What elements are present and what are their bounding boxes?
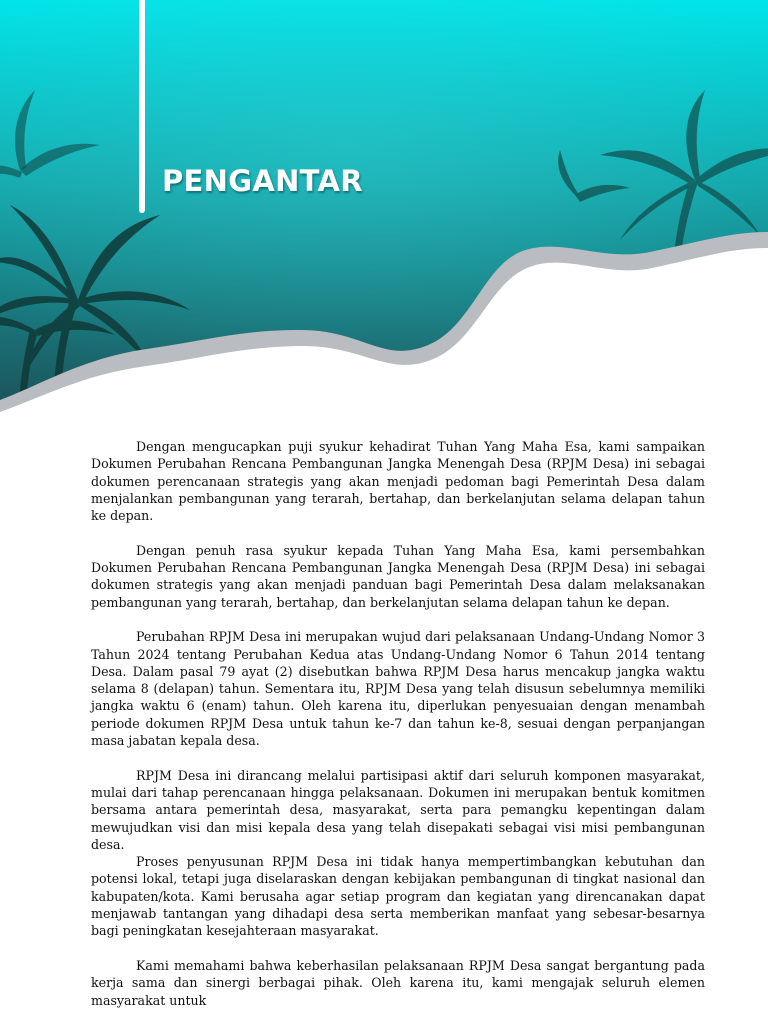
paragraph: Kami memahami bahwa keberhasilan pelaksanaan RPJM Desa sangat bergantung pada kerja sama dan sinergi berbagai pihak. Oleh karena itu, kami mengajak seluruh elemen masyarakat untuk <box>91 957 705 1008</box>
page-title: PENGANTAR <box>162 164 363 198</box>
header-banner <box>0 0 768 420</box>
paragraph: Proses penyusunan RPJM Desa ini tidak hanya mempertimbangkan kebutuhan dan potensi lokal, tetapi juga diselaraskan dengan kebijakan pembangunan di tingkat nasional dan kabupaten/kota. Kami berusaha agar setiap program dan kegiatan yang direncanakan dapat menjawab tantangan yang dihadapi desa serta memberikan manfaat yang sebesar-besarnya bagi peningkatan kesejahteraan masyarakat. <box>91 854 705 939</box>
paragraph: RPJM Desa ini dirancang melalui partisipasi aktif dari seluruh komponen masyarakat, mulai dari tahap perencanaan hingga pelaksanaan. Dokumen ini merupakan bentuk komitmen bersama antara pemerintah desa, masyarakat, serta para pemangku kepentingan dalam mewujudkan visi dan misi kepala desa yang telah disepakati sebagai visi misi pembangunan desa. <box>91 767 705 852</box>
paragraph: Perubahan RPJM Desa ini merupakan wujud dari pelaksanaan Undang-Undang Nomor 3 Tahun 2024 tentang Perubahan Kedua atas Undang-Undang Nomor 6 Tahun 2014 tentang Desa. Dalam pasal 79 ayat (2) disebutkan bahwa RPJM Desa harus mencakup jangka waktu selama 8 (delapan) tahun. Sementara itu, RPJM Desa yang telah disusun sebelumnya memiliki jangka waktu 6 (enam) tahun. Oleh karena itu, diperlukan penyesuaian dengan menambah periode dokumen RPJM Desa untuk tahun ke-7 dan tahun ke-8, sesuai dengan perpanjangan masa jabatan kepala desa. <box>91 629 705 749</box>
title-accent-bar <box>139 0 145 213</box>
paragraph: Dengan penuh rasa syukur kepada Tuhan Yang Maha Esa, kami persembahkan Dokumen Perubahan Rencana Pembangunan Jangka Menengah Desa (RPJM Desa) ini sebagai dokumen strategis yang akan menjadi panduan bagi Pemerintah Desa dalam melaksanakan pembangunan yang terarah, bertahap, dan berkelanjutan selama delapan tahun ke depan. <box>91 542 705 610</box>
paragraph: Dengan mengucapkan puji syukur kehadirat Tuhan Yang Maha Esa, kami sampaikan Dokumen Perubahan Rencana Pembangunan Jangka Menengah Desa (RPJM Desa) ini sebagai dokumen perencanaan strategis yang akan menjadi pedoman bagi Pemerintah Desa dalam menjalankan pembangunan yang terarah, bertahap, dan berkelanjutan selama delapan tahun ke depan. <box>91 439 705 524</box>
body-text <box>91 438 705 1009</box>
